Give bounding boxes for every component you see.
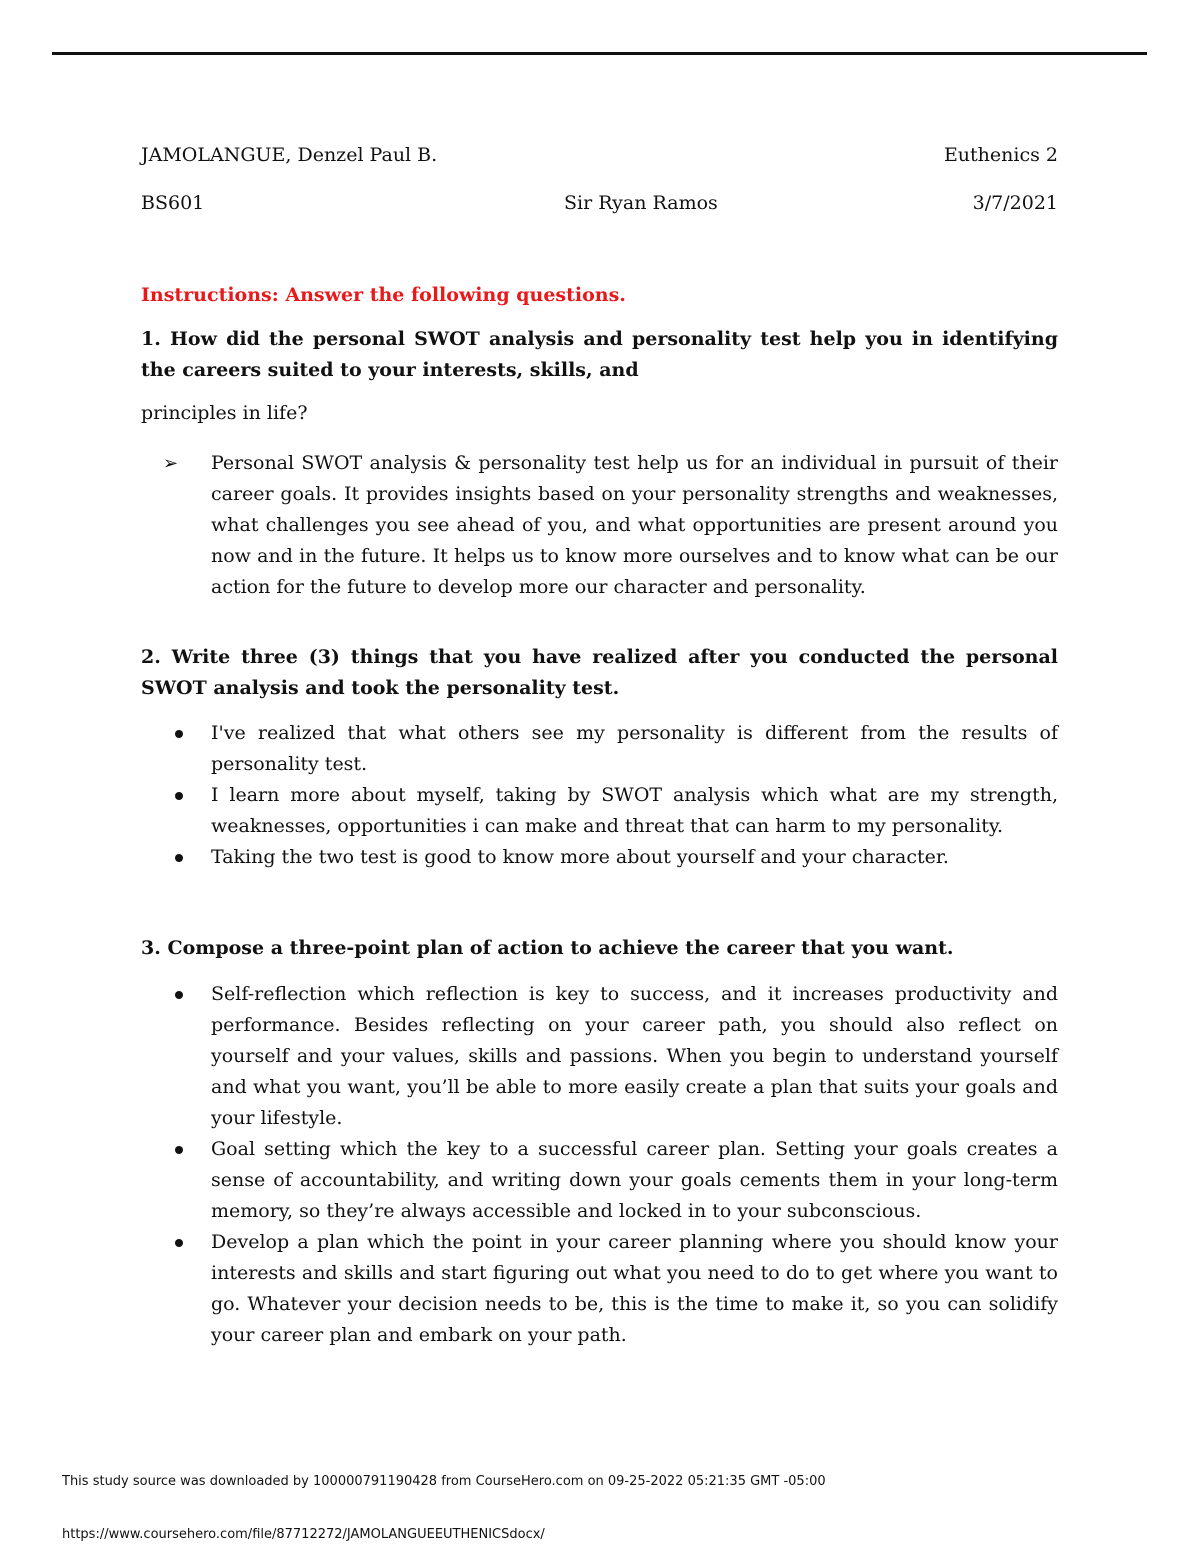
answer-text: I learn more about myself, taking by SWOT analysis which what are my strength, weaknesses, opportunities i can make and threat that can harm to my personality. — [211, 784, 1058, 837]
subject-name: Euthenics 2 — [943, 144, 1058, 166]
instructor-name: Sir Ryan Ramos — [564, 192, 718, 214]
document-date: 3/7/2021 — [972, 192, 1058, 214]
question-1-continuation: principles in life? — [141, 402, 308, 424]
header-row-1 — [141, 140, 1058, 170]
list-item — [141, 1134, 1058, 1227]
arrow-bullet-icon: ➢ — [163, 453, 179, 474]
download-note: This study source was downloaded by 100000791190428 from CourseHero.com on 09-25-2022 05:21:35 GMT -05:00 — [62, 1474, 826, 1489]
answer-text: Taking the two test is good to know more about yourself and your character. — [211, 846, 949, 868]
list-item — [141, 1227, 1058, 1351]
answer-text: I've realized that what others see my personality is different from the results of personality test. — [211, 722, 1058, 775]
list-item — [141, 979, 1058, 1134]
instructions-heading: Instructions: Answer the following questions. — [141, 284, 626, 306]
top-rule — [52, 52, 1147, 55]
question-1: 1. How did the personal SWOT analysis and personality test help you in identifying the careers suited to your interests, skills, and — [141, 328, 1058, 381]
question-3: 3. Compose a three-point plan of action to achieve the career that you want. — [141, 937, 954, 959]
answer-list-1 — [141, 448, 1058, 603]
answer-text: Personal SWOT analysis & personality test help us for an individual in pursuit of their career goals. It provides insights based on your personality strengths and weaknesses, what challenges you see ahead of you, and what opportunities are present around you now and in the future. It helps us to know more ourselves and to know what can be our action for the future to develop more our character and personality. — [211, 452, 1058, 598]
list-item — [141, 448, 1058, 603]
answer-text: Self-reflection which reflection is key to success, and it increases productivity and performance. Besides reflecting on your career path, you should also reflect on yourself and your values, skills and passions. When you begin to understand yourself and what you want, you’ll be able to more easily create a plan that suits your goals and your lifestyle. — [211, 983, 1058, 1129]
section-code: BS601 — [141, 192, 205, 214]
list-item — [141, 842, 1058, 873]
header-row-2 — [141, 188, 1058, 218]
answer-text: Develop a plan which the point in your career planning where you should know your interests and skills and start figuring out what you need to do to get where you want to go. Whatever your decision needs to be, this is the time to make it, so you can solidify your career plan and embark on your path. — [211, 1231, 1058, 1346]
question-2: 2. Write three (3) things that you have realized after you conducted the personal SWOT analysis and took the personality test. — [141, 646, 1058, 699]
bullet-icon — [175, 792, 183, 800]
answer-text: Goal setting which the key to a successful career plan. Setting your goals creates a sense of accountability, and writing down your goals cements them in your long-term memory, so they’re always accessible and locked in to your subconscious. — [211, 1138, 1058, 1222]
student-name: JAMOLANGUE, Denzel Paul B. — [141, 144, 438, 166]
source-url[interactable]: https://www.coursehero.com/file/87712272/JAMOLANGUEEUTHENICSdocx/ — [62, 1527, 545, 1542]
bullet-icon — [175, 854, 183, 862]
bullet-icon — [175, 991, 183, 999]
answer-list-2 — [141, 718, 1058, 873]
list-item — [141, 780, 1058, 842]
bullet-icon — [175, 1146, 183, 1154]
document-body — [141, 140, 1058, 1351]
answer-list-3 — [141, 979, 1058, 1351]
bullet-icon — [175, 1239, 183, 1247]
list-item — [141, 718, 1058, 780]
bullet-icon — [175, 730, 183, 738]
